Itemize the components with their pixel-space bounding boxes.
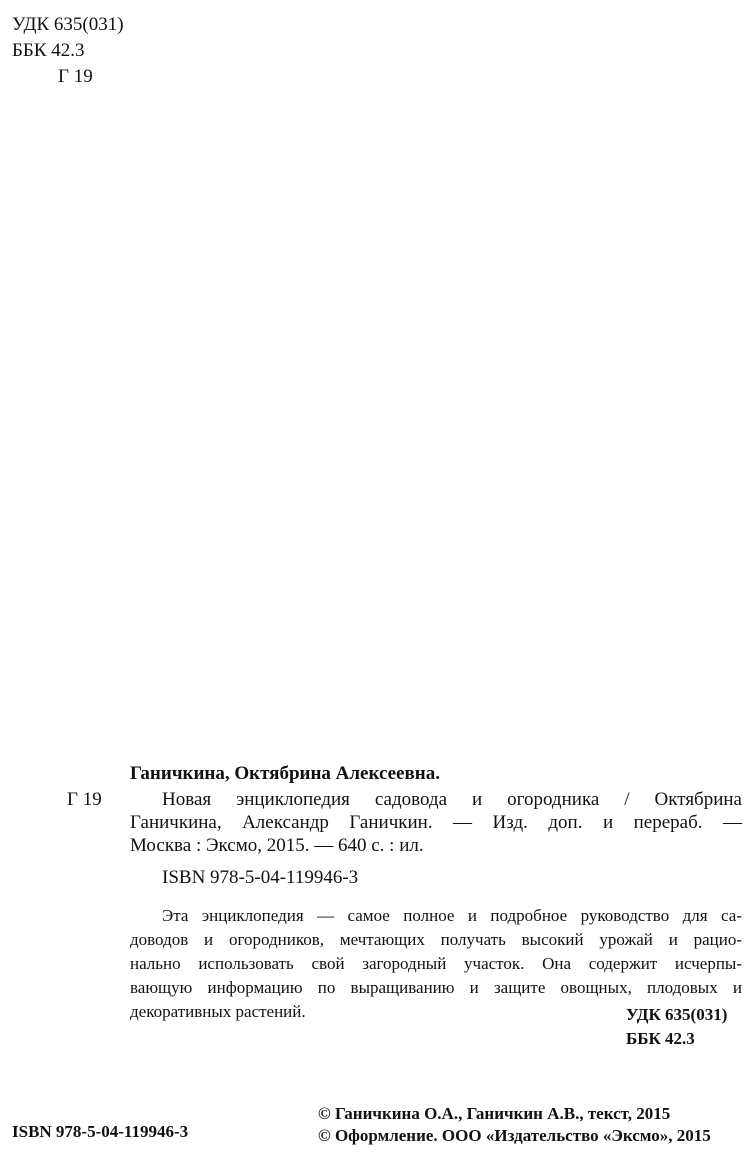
- author-heading: Ганичкина, Октябрина Алексеевна.: [130, 763, 440, 784]
- copyright-design: © Оформление. ООО «Издательство «Эксмо», 2015: [318, 1126, 711, 1145]
- udk-code-top: УДК 635(031): [12, 14, 124, 35]
- description-line: Москва : Эксмо, 2015. — 640 с. : ил.: [130, 835, 424, 856]
- bibliographic-description: [130, 788, 742, 857]
- bbk-code-bottom: ББК 42.3: [626, 1029, 695, 1048]
- copyright-text: © Ганичкина О.А., Ганичкин А.В., текст, 2015: [318, 1104, 671, 1123]
- description-line: Новая энциклопедия садовода и огородника / Октябрина: [162, 789, 742, 810]
- author-mark-top: Г 19: [58, 66, 93, 87]
- annotation-line: Эта энциклопедия — самое полное и подробное руководство для са-: [162, 906, 742, 925]
- isbn-footer: ISBN 978-5-04-119946-3: [12, 1122, 189, 1141]
- annotation-line: вающую информацию по выращиванию и защите овощных, плодовых и: [130, 978, 742, 997]
- annotation-line: декоративных растений.: [130, 1002, 306, 1021]
- udk-code-bottom: УДК 635(031): [626, 1005, 728, 1024]
- isbn-record: ISBN 978-5-04-119946-3: [162, 867, 359, 888]
- annotation-line: нально использовать свой загородный участок. Она содержит исчерпы-: [130, 954, 742, 973]
- description-line: Ганичкина, Александр Ганичкин. — Изд. доп. и перераб. —: [130, 812, 742, 833]
- author-mark: Г 19: [67, 789, 102, 810]
- annotation-line: доводов и огородников, мечтающих получать высокий урожай и рацио-: [130, 930, 742, 949]
- bbk-code-top: ББК 42.3: [12, 40, 85, 61]
